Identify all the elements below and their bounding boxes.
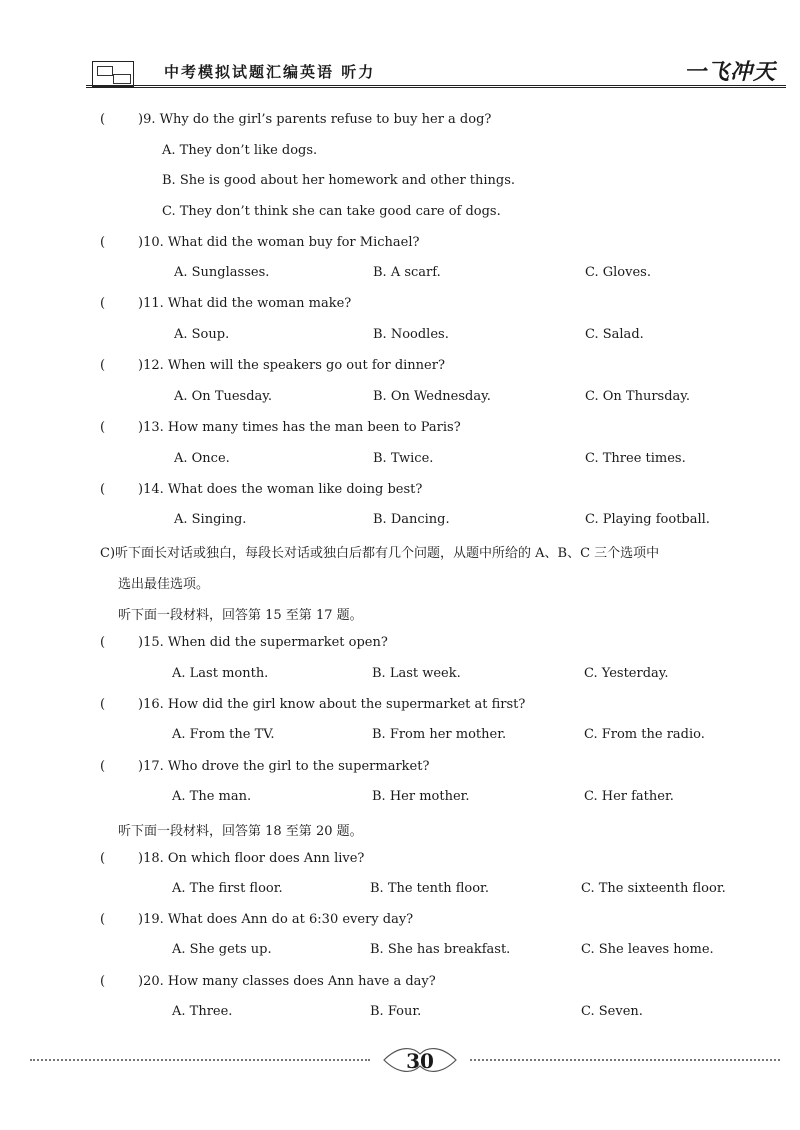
question-text: )9. Why do the girl’s parents refuse to buy her a dog? xyxy=(138,112,492,127)
header-divider xyxy=(86,85,786,88)
question-text: )15. When did the supermarket open? xyxy=(138,635,388,650)
question-text: )20. How many classes does Ann have a day? xyxy=(138,974,436,989)
header-title: 中考模拟试题汇编英语 听力 xyxy=(164,63,376,81)
answer-bracket[interactable]: ( xyxy=(100,697,106,712)
option-a: A. Last month. xyxy=(172,666,269,681)
question-text: )18. On which floor does Ann live? xyxy=(138,851,365,866)
option-b: B. Four. xyxy=(370,1004,422,1019)
question-text: )19. What does Ann do at 6:30 every day? xyxy=(138,912,414,927)
question-text: )12. When will the speakers go out for dinner? xyxy=(138,358,445,373)
option-c: C. They don’t think she can take good care of dogs. xyxy=(162,204,501,219)
page-header xyxy=(86,55,786,89)
option-b: B. Noodles. xyxy=(373,327,449,342)
answer-bracket[interactable]: ( xyxy=(100,235,106,250)
section-c-instruction: C)听下面长对话或独白，每段长对话或独白后都有几个问题，从题中所给的 A、B、C 三个选项中 xyxy=(100,546,660,561)
book-logo-icon xyxy=(92,61,134,87)
option-b: B. Last week. xyxy=(372,666,461,681)
footer-divider-right xyxy=(470,1059,780,1061)
answer-bracket[interactable]: ( xyxy=(100,420,106,435)
option-a: A. On Tuesday. xyxy=(174,389,273,404)
option-b: B. The tenth floor. xyxy=(370,881,489,896)
option-a: A. Sunglasses. xyxy=(174,265,270,280)
option-c: C. On Thursday. xyxy=(585,389,691,404)
option-a: A. Three. xyxy=(172,1004,233,1019)
option-a: A. Once. xyxy=(174,451,230,466)
option-a: A. Singing. xyxy=(174,512,247,527)
page-footer xyxy=(0,1040,800,1080)
answer-bracket[interactable]: ( xyxy=(100,635,106,650)
answer-bracket[interactable]: ( xyxy=(100,974,106,989)
option-c: C. The sixteenth floor. xyxy=(581,881,726,896)
question-text: )14. What does the woman like doing best? xyxy=(138,482,423,497)
answer-bracket[interactable]: ( xyxy=(100,112,106,127)
option-a: A. The first floor. xyxy=(172,881,283,896)
option-a: A. From the TV. xyxy=(172,727,275,742)
option-a: A. She gets up. xyxy=(172,942,272,957)
question-text: )10. What did the woman buy for Michael? xyxy=(138,235,420,250)
option-b: B. Dancing. xyxy=(373,512,450,527)
answer-bracket[interactable]: ( xyxy=(100,358,106,373)
page-number: 30 xyxy=(406,1049,434,1073)
option-b: B. She is good about her homework and other things. xyxy=(162,173,516,188)
option-c: C. From the radio. xyxy=(584,727,705,742)
option-b: B. A scarf. xyxy=(373,265,441,280)
option-b: B. Her mother. xyxy=(372,789,470,804)
question-text: )13. How many times has the man been to Paris? xyxy=(138,420,461,435)
option-c: C. Yesterday. xyxy=(584,666,669,681)
material-heading: 听下面一段材料，回答第 15 至第 17 题。 xyxy=(118,608,363,623)
option-c: C. Seven. xyxy=(581,1004,643,1019)
option-b: B. Twice. xyxy=(373,451,434,466)
answer-bracket[interactable]: ( xyxy=(100,759,106,774)
option-a: A. They don’t like dogs. xyxy=(162,143,318,158)
option-c: C. Three times. xyxy=(585,451,686,466)
material-heading: 听下面一段材料，回答第 18 至第 20 题。 xyxy=(118,824,363,839)
answer-bracket[interactable]: ( xyxy=(100,912,106,927)
option-a: A. Soup. xyxy=(174,327,230,342)
footer-divider-left xyxy=(30,1059,370,1061)
answer-bracket[interactable]: ( xyxy=(100,482,106,497)
option-c: C. Playing football. xyxy=(585,512,710,527)
option-c: C. Her father. xyxy=(584,789,674,804)
section-c-instruction-cont: 选出最佳选项。 xyxy=(118,577,210,592)
answer-bracket[interactable]: ( xyxy=(100,296,106,311)
option-b: B. She has breakfast. xyxy=(370,942,511,957)
option-c: C. Gloves. xyxy=(585,265,651,280)
answer-bracket[interactable]: ( xyxy=(100,851,106,866)
header-brand: 一飞冲天 xyxy=(683,59,776,85)
option-c: C. Salad. xyxy=(585,327,644,342)
option-a: A. The man. xyxy=(172,789,252,804)
option-b: B. On Wednesday. xyxy=(373,389,491,404)
option-c: C. She leaves home. xyxy=(581,942,714,957)
option-b: B. From her mother. xyxy=(372,727,507,742)
question-text: )11. What did the woman make? xyxy=(138,296,352,311)
question-text: )17. Who drove the girl to the supermarket? xyxy=(138,759,430,774)
question-text: )16. How did the girl know about the supermarket at first? xyxy=(138,697,526,712)
